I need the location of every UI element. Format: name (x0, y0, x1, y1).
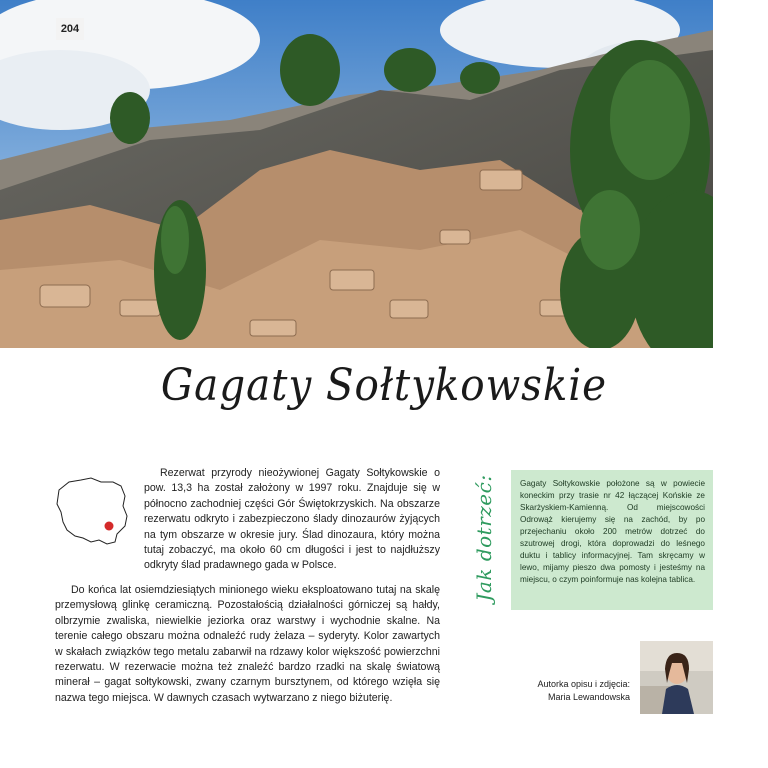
directions-heading: Jak dotrzeć: (472, 474, 496, 602)
author-credit (520, 678, 630, 704)
page-number: 204 (56, 18, 84, 40)
poland-map-icon (55, 476, 131, 548)
directions-heading-wrap (464, 474, 504, 604)
body-paragraph: Do końca lat osiemdziesiątych minionego wieku eksploatowano tutaj na skalę przemysłową glinkę ceramiczną. Pozostałością działalności górniczej są hałdy, olbrzymie zwaliska, niewielkie jeziorka oraz warstwy i wychodnie skalne. Na terenie całego obszaru można odnaleźć rudy żelaza – syderyty. Kolor zawartych w skałach związków tego metalu zabarwił na rdzawy kolor większość powierzchni rezerwatu. W rezerwacie można też znaleźć bardzo rzadki na skalę światową minerał – gagat sołtykowski, zwany czarnym bursztynem, od którego wzięła się nazwa tego miejsca. W dawnych czasach wytwarzano z niego biżuterię. (55, 584, 440, 704)
author-name: Maria Lewandowska (547, 692, 630, 702)
author-label: Autorka opisu i zdjęcia: (537, 679, 630, 689)
author-portrait (640, 641, 714, 714)
page-title: Gagaty Sołtykowskie (160, 360, 608, 411)
header-photo (0, 0, 713, 348)
page-margin (713, 0, 768, 768)
intro-paragraph: Rezerwat przyrody nieożywionej Gagaty Sołtykowskie o pow. 13,3 ha został założony w 1997 roku. Znajduje się w północno zachodniej części Gór Świętokrzyskich. Na obszarze rezerwatu odkryto i zabezpieczono ślady dinozaurów żyjących na tym obszarze w okresie jury. Ślad dinozaura, który można tutaj zobaczyć, ma około 60 cm długości i jest to najdłuższy odkryty ślad pradawnego gada w Polsce. (144, 467, 440, 572)
directions-box: Gagaty Sołtykowskie położone są w powiecie koneckim przy trasie nr 42 łączącej Końskie ze Skarżyskiem-Kamienną. Od miejscowości Odrowąż kierujemy się na zachód, by po przejechaniu około 200 metrów dotrzeć do szutrowej drogi, która doprowadzi do leśnego duktu i tablicy informacyjnej. Tam skręcamy w lewo, mijamy pieszo dwa pomosty i jesteśmy na miejscu, o czym poinformuje nas kolejna tablica. (511, 470, 714, 610)
location-marker-icon (105, 522, 114, 531)
